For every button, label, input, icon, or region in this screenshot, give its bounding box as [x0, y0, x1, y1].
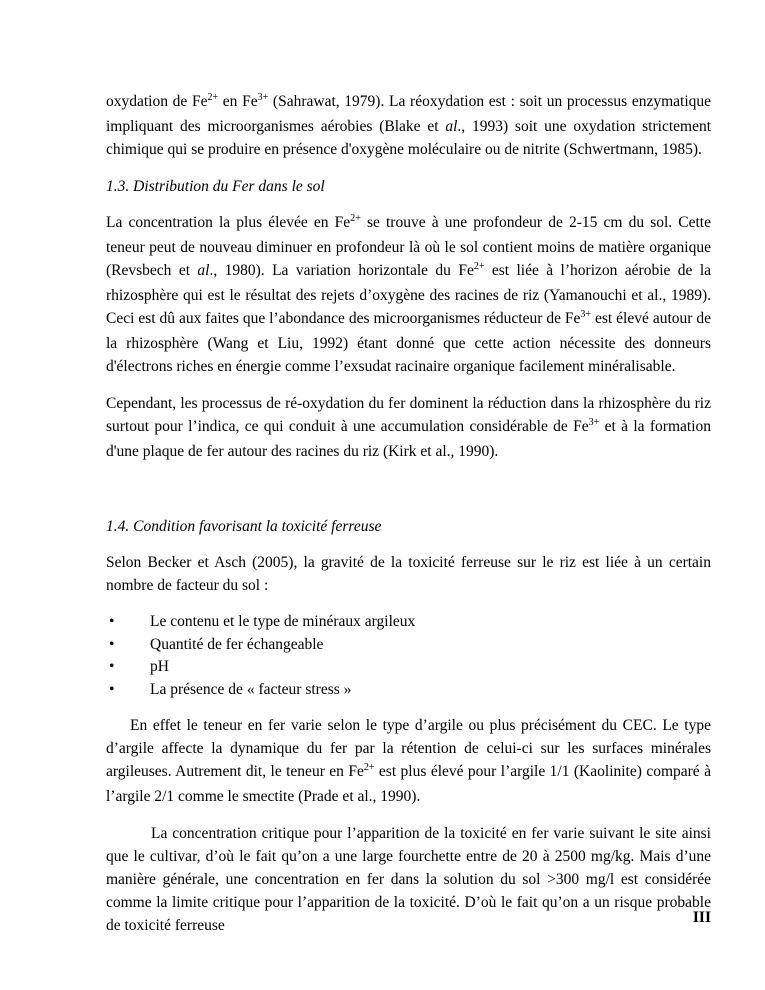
- text-run: se trouve à une profondeur de 2-15 cm du sol. Cette teneur peut de nouveau diminuer en profondeur là où le sol contient moins de matière organique (Revsbech et: [106, 214, 711, 279]
- superscript-text: 3+: [257, 92, 269, 103]
- text-run: en Fe: [218, 93, 258, 110]
- document-content: [106, 90, 711, 937]
- bullet-item-label: Le contenu et le type de minéraux argileux: [150, 613, 416, 630]
- paragraph: [106, 392, 711, 463]
- page-number: III: [692, 909, 711, 926]
- paragraph: [106, 211, 711, 378]
- text-run: ., 1980). La variation horizontale du Fe: [209, 262, 474, 279]
- text-run: Selon Becker et Asch (2005), la gravité de la toxicité ferreuse sur le riz est liée à un certain nombre de facteur du sol :: [106, 554, 711, 594]
- superscript-text: 3+: [580, 309, 592, 320]
- bullet-icon: •: [109, 635, 115, 653]
- bullet-icon: •: [109, 680, 115, 698]
- bullet-item: [106, 679, 711, 702]
- superscript-text: 2+: [473, 261, 485, 272]
- section-heading: 1.4. Condition favorisant la toxicité ferreuse: [106, 518, 382, 535]
- section-heading: 1.3. Distribution du Fer dans le sol: [106, 178, 325, 195]
- paragraph: [106, 714, 711, 808]
- bullet-list: [106, 611, 711, 701]
- text-run: est liée à l’horizon aérobie de la rhizosphère qui est le résultat des rejets d’oxygène des racines de riz (Yamanouchi et al., 1989). Ceci est dû aux faites que l’abondance des microorganismes réducteur de Fe: [106, 262, 711, 327]
- superscript-text: 2+: [363, 762, 375, 773]
- text-run: est élevé autour de la rhizosphère (Wang et Liu, 1992) étant donné que cette action nécessite des donneurs d'électrons riches en énergie comme l’exsudat racinaire organique facilement minéralisable.: [106, 310, 712, 375]
- text-run: ., 1993) soit une oxydation strictement chimique qui se produire en présence d'oxygène moléculaire ou de nitrite (Schwertmann, 1985).: [106, 118, 712, 158]
- text-run: al: [445, 118, 458, 135]
- bullet-icon: •: [109, 658, 115, 675]
- bullet-item-label: Quantité de fer échangeable: [150, 635, 324, 653]
- superscript-text: 2+: [350, 213, 361, 224]
- text-run: oxydation de Fe: [106, 93, 208, 110]
- text-run: Cependant, les processus de ré-oxydation du fer dominent la réduction dans la rhizosphère du riz surtout pour l’indica, ce qui conduit à une accumulation considérable de Fe: [106, 395, 711, 435]
- bullet-item-label: La présence de « facteur stress »: [150, 680, 352, 698]
- paragraph: [106, 90, 711, 161]
- bullet-item-label: pH: [150, 658, 169, 675]
- paragraph: [106, 822, 711, 937]
- paragraph: [106, 551, 711, 597]
- bullet-item: [106, 656, 711, 679]
- bullet-item: [106, 611, 711, 634]
- text-run: En effet le teneur en fer varie selon le type d’argile ou plus précisément du CEC. Le type d’argile affecte la dynamique du fer par la rétention de celui-ci sur les surfaces minérales argileuses. Autrement dit, le teneur en Fe: [106, 717, 711, 780]
- text-run: est plus élevé pour l’argile 1/1 (Kaolinite) comparé à l’argile 2/1 comme le smectite (Prade et al., 1990).: [106, 763, 711, 805]
- superscript-text: 3+: [588, 417, 600, 428]
- superscript-text: 2+: [207, 92, 219, 103]
- text-run: al: [197, 262, 210, 279]
- text-run: La concentration critique pour l’apparition de la toxicité en fer varie suivant le site ainsi que le cultivar, d’où le fait qu’on a une large fourchette entre de 20 à 2500 mg/kg. Mais d’une manière générale, une concentration en fer dans la solution du sol >300 mg/l est considérée comme la limite critique pour l’apparition de la toxicité. D’où le fait qu’on a un risque probable de toxicité ferreuse: [106, 825, 711, 934]
- bullet-icon: •: [109, 613, 115, 630]
- bullet-item: [106, 634, 711, 657]
- text-run: (Sahrawat, 1979). La réoxydation est : soit un processus enzymatique impliquant des microorganismes aérobies (Blake et: [106, 93, 712, 135]
- text-run: et à la formation d'une plaque de fer autour des racines du riz (Kirk et al., 1990).: [106, 418, 711, 460]
- text-run: La concentration la plus élevée en Fe: [106, 214, 351, 231]
